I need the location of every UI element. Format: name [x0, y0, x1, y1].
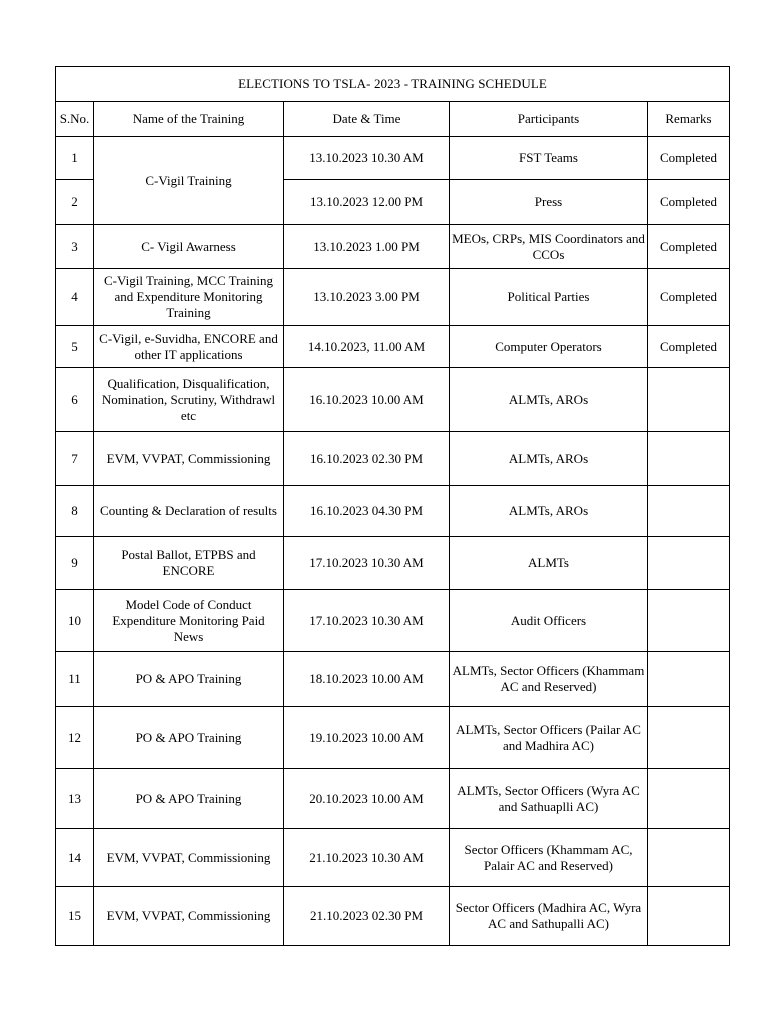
training-cell: C-Vigil Training, MCC Training and Expenditure Monitoring Training: [94, 269, 284, 326]
table-row: [56, 829, 730, 887]
table-row: [56, 486, 730, 537]
datetime-cell: 16.10.2023 10.00 AM: [284, 368, 450, 432]
datetime-cell: 13.10.2023 3.00 PM: [284, 269, 450, 326]
sno-cell: 13: [56, 769, 94, 829]
datetime-cell: 13.10.2023 1.00 PM: [284, 225, 450, 269]
training-cell: EVM, VVPAT, Commissioning: [94, 887, 284, 946]
table-row: [56, 137, 730, 180]
column-header-remarks: Remarks: [648, 102, 730, 137]
sno-cell: 15: [56, 887, 94, 946]
remarks-cell: [648, 432, 730, 486]
participants-cell: Audit Officers: [450, 590, 648, 652]
sno-cell: 4: [56, 269, 94, 326]
datetime-cell: 13.10.2023 10.30 AM: [284, 137, 450, 180]
participants-cell: ALMTs, AROs: [450, 432, 648, 486]
training-cell: Counting & Declaration of results: [94, 486, 284, 537]
remarks-cell: Completed: [648, 137, 730, 180]
training-cell: PO & APO Training: [94, 652, 284, 707]
remarks-cell: Completed: [648, 180, 730, 225]
training-cell: EVM, VVPAT, Commissioning: [94, 829, 284, 887]
remarks-cell: [648, 829, 730, 887]
sno-cell: 7: [56, 432, 94, 486]
sno-cell: 12: [56, 707, 94, 769]
participants-cell: ALMTs, Sector Officers (Khammam AC and Reserved): [450, 652, 648, 707]
datetime-cell: 16.10.2023 04.30 PM: [284, 486, 450, 537]
sno-cell: 3: [56, 225, 94, 269]
datetime-cell: 21.10.2023 02.30 PM: [284, 887, 450, 946]
remarks-cell: Completed: [648, 269, 730, 326]
sno-cell: 5: [56, 326, 94, 368]
datetime-cell: 14.10.2023, 11.00 AM: [284, 326, 450, 368]
datetime-cell: 13.10.2023 12.00 PM: [284, 180, 450, 225]
participants-cell: MEOs, CRPs, MIS Coordinators and CCOs: [450, 225, 648, 269]
remarks-cell: [648, 707, 730, 769]
participants-cell: ALMTs, AROs: [450, 486, 648, 537]
training-cell: Qualification, Disqualification, Nomination, Scrutiny, Withdrawl etc: [94, 368, 284, 432]
training-cell: PO & APO Training: [94, 769, 284, 829]
datetime-cell: 16.10.2023 02.30 PM: [284, 432, 450, 486]
datetime-cell: 19.10.2023 10.00 AM: [284, 707, 450, 769]
table-row: [56, 432, 730, 486]
training-cell: C-Vigil, e-Suvidha, ENCORE and other IT applications: [94, 326, 284, 368]
column-header-datetime: Date & Time: [284, 102, 450, 137]
sno-cell: 6: [56, 368, 94, 432]
participants-cell: Computer Operators: [450, 326, 648, 368]
sno-cell: 11: [56, 652, 94, 707]
datetime-cell: 21.10.2023 10.30 AM: [284, 829, 450, 887]
training-cell: C-Vigil Training: [94, 137, 284, 225]
training-cell: C- Vigil Awarness: [94, 225, 284, 269]
table-row: [56, 537, 730, 590]
remarks-cell: Completed: [648, 326, 730, 368]
sno-cell: 9: [56, 537, 94, 590]
remarks-cell: Completed: [648, 225, 730, 269]
table-row: [56, 368, 730, 432]
participants-cell: ALMTs, AROs: [450, 368, 648, 432]
datetime-cell: 18.10.2023 10.00 AM: [284, 652, 450, 707]
table-row: [56, 269, 730, 326]
remarks-cell: [648, 486, 730, 537]
sno-cell: 1: [56, 137, 94, 180]
training-schedule-table: [55, 66, 730, 946]
table-row: [56, 769, 730, 829]
training-cell: PO & APO Training: [94, 707, 284, 769]
participants-cell: Political Parties: [450, 269, 648, 326]
table-row: [56, 707, 730, 769]
datetime-cell: 17.10.2023 10.30 AM: [284, 537, 450, 590]
remarks-cell: [648, 590, 730, 652]
participants-cell: Sector Officers (Khammam AC, Palair AC and Reserved): [450, 829, 648, 887]
training-cell: Postal Ballot, ETPBS and ENCORE: [94, 537, 284, 590]
sno-cell: 14: [56, 829, 94, 887]
remarks-cell: [648, 652, 730, 707]
table-row: [56, 225, 730, 269]
table-row: [56, 590, 730, 652]
remarks-cell: [648, 769, 730, 829]
remarks-cell: [648, 887, 730, 946]
remarks-cell: [648, 368, 730, 432]
participants-cell: FST Teams: [450, 137, 648, 180]
column-header-participants: Participants: [450, 102, 648, 137]
participants-cell: ALMTs, Sector Officers (Pailar AC and Madhira AC): [450, 707, 648, 769]
training-cell: Model Code of Conduct Expenditure Monitoring Paid News: [94, 590, 284, 652]
sno-cell: 10: [56, 590, 94, 652]
remarks-cell: [648, 537, 730, 590]
column-header-sno: S.No.: [56, 102, 94, 137]
document-title: ELECTIONS TO TSLA- 2023 - TRAINING SCHEDULE: [56, 67, 730, 102]
sno-cell: 2: [56, 180, 94, 225]
table-row: [56, 887, 730, 946]
table-row: [56, 326, 730, 368]
training-cell: EVM, VVPAT, Commissioning: [94, 432, 284, 486]
participants-cell: Press: [450, 180, 648, 225]
datetime-cell: 17.10.2023 10.30 AM: [284, 590, 450, 652]
participants-cell: Sector Officers (Madhira AC, Wyra AC and Sathupalli AC): [450, 887, 648, 946]
table-row: [56, 652, 730, 707]
datetime-cell: 20.10.2023 10.00 AM: [284, 769, 450, 829]
sno-cell: 8: [56, 486, 94, 537]
participants-cell: ALMTs: [450, 537, 648, 590]
column-header-training: Name of the Training: [94, 102, 284, 137]
participants-cell: ALMTs, Sector Officers (Wyra AC and Sathuaplli AC): [450, 769, 648, 829]
